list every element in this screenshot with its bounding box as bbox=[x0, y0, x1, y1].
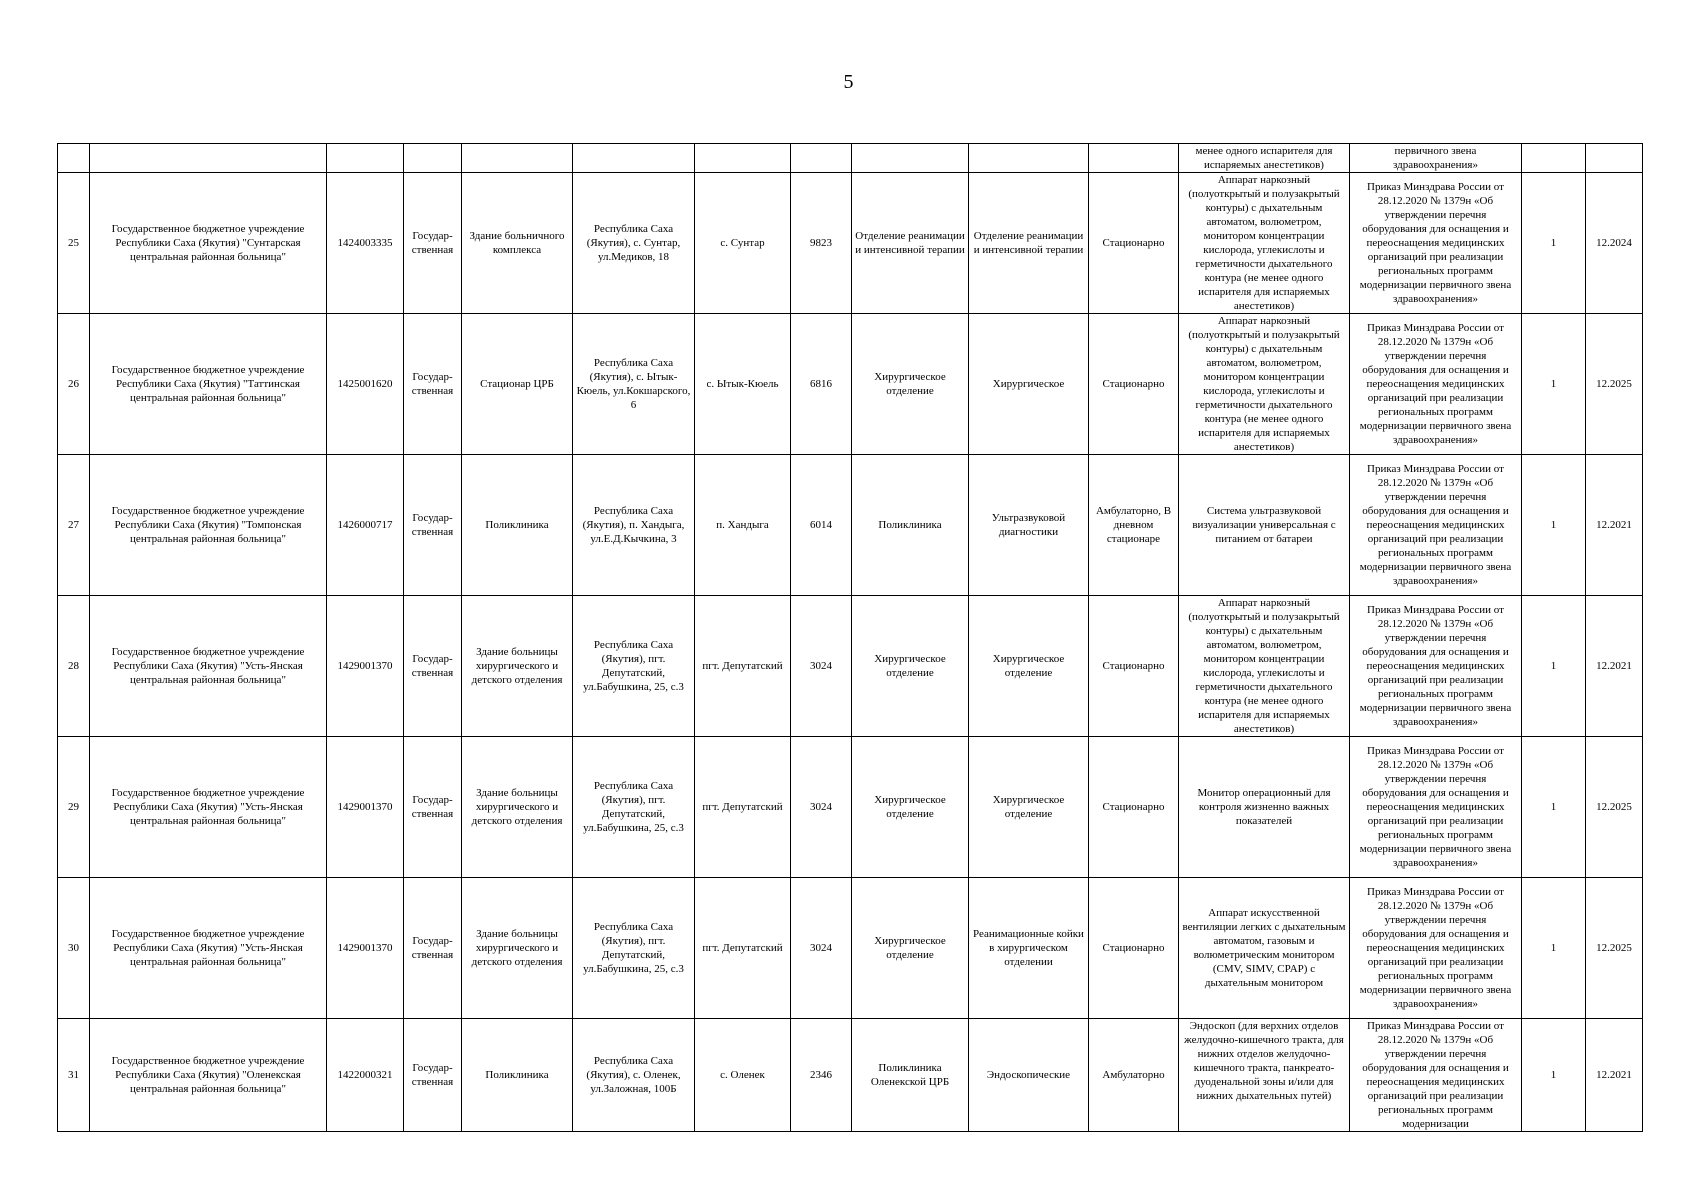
cell-num bbox=[58, 144, 90, 173]
cell-building: Здание больничного комплекса bbox=[462, 173, 573, 314]
cell-address: Республика Саха (Якутия), пгт. Депутатский, ул.Бабушкина, 25, с.3 bbox=[573, 737, 695, 878]
cell-address: Республика Саха (Якутия), с. Ытык-Кюель, ул.Кокшарского, 6 bbox=[573, 314, 695, 455]
cell-profile: Отделение реанимации и интенсивной терапии bbox=[969, 173, 1089, 314]
cell-basis: Приказ Минздрава России от 28.12.2020 № 1379н «Об утверждении перечня оборудования для оснащения и переоснащения медицинских организаций при реализации региональных программ модернизации первичного звена здравоохранения» bbox=[1350, 173, 1522, 314]
cell-inn: 1425001620 bbox=[327, 314, 404, 455]
cell-ownership bbox=[404, 144, 462, 173]
cell-date: 12.2021 bbox=[1586, 1019, 1643, 1132]
cell-care-form: Стационарно bbox=[1089, 596, 1179, 737]
cell-qty: 1 bbox=[1522, 173, 1586, 314]
cell-profile: Хирургическое отделение bbox=[969, 737, 1089, 878]
cell-address: Республика Саха (Якутия), пгт. Депутатский, ул.Бабушкина, 25, с.3 bbox=[573, 878, 695, 1019]
cell-equipment: Система ультразвуковой визуализации универсальная с питанием от батареи bbox=[1179, 455, 1350, 596]
cell-unit: Отделение реанимации и интенсивной терапии bbox=[852, 173, 969, 314]
cell-address: Республика Саха (Якутия), с. Оленек, ул.Заложная, 100Б bbox=[573, 1019, 695, 1132]
cell-building: Здание больницы хирургического и детского отделения bbox=[462, 878, 573, 1019]
cell-building: Поликлиника bbox=[462, 1019, 573, 1132]
cell-profile: Хирургическое отделение bbox=[969, 596, 1089, 737]
cell-org: Государственное бюджетное учреждение Республики Саха (Якутия) "Таттинская центральная районная больница" bbox=[90, 314, 327, 455]
cell-equipment: менее одного испарителя для испаряемых анестетиков) bbox=[1179, 144, 1350, 173]
cell-org: Государственное бюджетное учреждение Республики Саха (Якутия) "Усть-Янская центральная районная больница" bbox=[90, 737, 327, 878]
cell-inn bbox=[327, 144, 404, 173]
cell-basis: первичного звена здравоохранения» bbox=[1350, 144, 1522, 173]
cell-qty: 1 bbox=[1522, 455, 1586, 596]
cell-unit: Хирургическое отделение bbox=[852, 737, 969, 878]
cell-qty: 1 bbox=[1522, 596, 1586, 737]
cell-basis: Приказ Минздрава России от 28.12.2020 № 1379н «Об утверждении перечня оборудования для оснащения и переоснащения медицинских организаций при реализации региональных программ модернизации первичного звена здравоохранения» bbox=[1350, 314, 1522, 455]
cell-locality: с. Сунтар bbox=[695, 173, 791, 314]
cell-unit: Поликлиника Оленекской ЦРБ bbox=[852, 1019, 969, 1132]
table-row bbox=[58, 455, 1643, 596]
cell-qty: 1 bbox=[1522, 737, 1586, 878]
cell-num: 27 bbox=[58, 455, 90, 596]
cell-inn: 1429001370 bbox=[327, 596, 404, 737]
cell-basis: Приказ Минздрава России от 28.12.2020 № 1379н «Об утверждении перечня оборудования для оснащения и переоснащения медицинских организаций при реализации региональных программ модернизации первичного звена здравоохранения» bbox=[1350, 737, 1522, 878]
table-row bbox=[58, 314, 1643, 455]
cell-care-form: Стационарно bbox=[1089, 173, 1179, 314]
cell-num: 31 bbox=[58, 1019, 90, 1132]
cell-population bbox=[791, 144, 852, 173]
cell-ownership: Государ-ственная bbox=[404, 878, 462, 1019]
cell-population: 6816 bbox=[791, 314, 852, 455]
cell-org: Государственное бюджетное учреждение Республики Саха (Якутия) "Усть-Янская центральная районная больница" bbox=[90, 596, 327, 737]
cell-qty: 1 bbox=[1522, 1019, 1586, 1132]
cell-inn: 1422000321 bbox=[327, 1019, 404, 1132]
cell-care-form: Амбулаторно, В дневном стационаре bbox=[1089, 455, 1179, 596]
table-row bbox=[58, 173, 1643, 314]
cell-org: Государственное бюджетное учреждение Республики Саха (Якутия) "Усть-Янская центральная районная больница" bbox=[90, 878, 327, 1019]
cell-basis: Приказ Минздрава России от 28.12.2020 № 1379н «Об утверждении перечня оборудования для оснащения и переоснащения медицинских организаций при реализации региональных программ модернизации bbox=[1350, 1019, 1522, 1132]
cell-address: Республика Саха (Якутия), с. Сунтар, ул.Медиков, 18 bbox=[573, 173, 695, 314]
cell-locality: с. Оленек bbox=[695, 1019, 791, 1132]
cell-inn: 1429001370 bbox=[327, 737, 404, 878]
cell-address: Республика Саха (Якутия), пгт. Депутатский, ул.Бабушкина, 25, с.3 bbox=[573, 596, 695, 737]
cell-date: 12.2025 bbox=[1586, 737, 1643, 878]
cell-equipment: Эндоскоп (для верхних отделов желудочно-кишечного тракта, для нижних отделов желудочно-кишечного тракта, панкреато-дуоденальной зоны и/или для нижних дыхательных путей) bbox=[1179, 1019, 1350, 1132]
cell-basis: Приказ Минздрава России от 28.12.2020 № 1379н «Об утверждении перечня оборудования для оснащения и переоснащения медицинских организаций при реализации региональных программ модернизации первичного звена здравоохранения» bbox=[1350, 596, 1522, 737]
cell-qty: 1 bbox=[1522, 878, 1586, 1019]
equipment-table bbox=[57, 143, 1643, 1132]
cell-ownership: Государ-ственная bbox=[404, 737, 462, 878]
cell-date: 12.2021 bbox=[1586, 455, 1643, 596]
cell-population: 3024 bbox=[791, 596, 852, 737]
cell-unit: Хирургическое отделение bbox=[852, 878, 969, 1019]
cell-unit: Хирургическое отделение bbox=[852, 596, 969, 737]
table-row bbox=[58, 1019, 1643, 1132]
cell-inn: 1426000717 bbox=[327, 455, 404, 596]
cell-date: 12.2025 bbox=[1586, 878, 1643, 1019]
cell-locality: пгт. Депутатский bbox=[695, 596, 791, 737]
cell-equipment: Аппарат наркозный (полуоткрытый и полузакрытый контуры) с дыхательным автоматом, волюметром, монитором концентрации кислорода, углекислоты и герметичности дыхательного контура (не менее одного испарителя для испаряемых анестетиков) bbox=[1179, 314, 1350, 455]
table-body bbox=[58, 144, 1643, 1132]
cell-population: 9823 bbox=[791, 173, 852, 314]
cell-care-form: Амбулаторно bbox=[1089, 1019, 1179, 1132]
cell-profile: Ультразвуковой диагностики bbox=[969, 455, 1089, 596]
cell-num: 30 bbox=[58, 878, 90, 1019]
cell-num: 28 bbox=[58, 596, 90, 737]
cell-date: 12.2025 bbox=[1586, 314, 1643, 455]
page-number: 5 bbox=[843, 71, 854, 93]
cell-locality: с. Ытык-Кюель bbox=[695, 314, 791, 455]
cell-unit bbox=[852, 144, 969, 173]
cell-care-form: Стационарно bbox=[1089, 737, 1179, 878]
cell-building: Стационар ЦРБ bbox=[462, 314, 573, 455]
cell-population: 3024 bbox=[791, 878, 852, 1019]
cell-address: Республика Саха (Якутия), п. Хандыга, ул.Е.Д.Кычкина, 3 bbox=[573, 455, 695, 596]
cell-org bbox=[90, 144, 327, 173]
table-row bbox=[58, 737, 1643, 878]
cell-date bbox=[1586, 144, 1643, 173]
cell-qty: 1 bbox=[1522, 314, 1586, 455]
cell-basis: Приказ Минздрава России от 28.12.2020 № 1379н «Об утверждении перечня оборудования для оснащения и переоснащения медицинских организаций при реализации региональных программ модернизации первичного звена здравоохранения» bbox=[1350, 455, 1522, 596]
cell-address bbox=[573, 144, 695, 173]
cell-profile: Реанимационные койки в хирургическом отделении bbox=[969, 878, 1089, 1019]
cell-unit: Поликлиника bbox=[852, 455, 969, 596]
cell-building: Здание больницы хирургического и детского отделения bbox=[462, 596, 573, 737]
cell-profile: Эндоскопические bbox=[969, 1019, 1089, 1132]
cell-equipment: Монитор операционный для контроля жизненно важных показателей bbox=[1179, 737, 1350, 878]
cell-org: Государственное бюджетное учреждение Республики Саха (Якутия) "Сунтарская центральная районная больница" bbox=[90, 173, 327, 314]
cell-org: Государственное бюджетное учреждение Республики Саха (Якутия) "Томпонская центральная районная больница" bbox=[90, 455, 327, 596]
cell-num: 29 bbox=[58, 737, 90, 878]
cell-profile: Хирургическое bbox=[969, 314, 1089, 455]
cell-locality: п. Хандыга bbox=[695, 455, 791, 596]
cell-profile bbox=[969, 144, 1089, 173]
table-row-continued bbox=[58, 144, 1643, 173]
cell-ownership: Государ-ственная bbox=[404, 1019, 462, 1132]
cell-ownership: Государ-ственная bbox=[404, 173, 462, 314]
cell-population: 6014 bbox=[791, 455, 852, 596]
cell-building: Здание больницы хирургического и детского отделения bbox=[462, 737, 573, 878]
cell-inn: 1424003335 bbox=[327, 173, 404, 314]
cell-num: 26 bbox=[58, 314, 90, 455]
cell-locality: пгт. Депутатский bbox=[695, 878, 791, 1019]
table-row bbox=[58, 878, 1643, 1019]
table-row bbox=[58, 596, 1643, 737]
cell-empty bbox=[1522, 144, 1586, 173]
cell-care-form: Стационарно bbox=[1089, 878, 1179, 1019]
cell-ownership: Государ-ственная bbox=[404, 314, 462, 455]
cell-ownership: Государ-ственная bbox=[404, 596, 462, 737]
cell-population: 2346 bbox=[791, 1019, 852, 1132]
cell-date: 12.2024 bbox=[1586, 173, 1643, 314]
cell-unit: Хирургическое отделение bbox=[852, 314, 969, 455]
cell-care-form bbox=[1089, 144, 1179, 173]
cell-population: 3024 bbox=[791, 737, 852, 878]
cell-equipment: Аппарат наркозный (полуоткрытый и полузакрытый контуры) с дыхательным автоматом, волюметром, монитором концентрации кислорода, углекислоты и герметичности дыхательного контура (не менее одного испарителя для испаряемых анестетиков) bbox=[1179, 596, 1350, 737]
cell-equipment: Аппарат искусственной вентиляции легких с дыхательным автоматом, газовым и волюметрическим монитором (CMV, SIMV, CPAP) с дыхательным монитором bbox=[1179, 878, 1350, 1019]
cell-basis: Приказ Минздрава России от 28.12.2020 № 1379н «Об утверждении перечня оборудования для оснащения и переоснащения медицинских организаций при реализации региональных программ модернизации первичного звена здравоохранения» bbox=[1350, 878, 1522, 1019]
cell-locality: пгт. Депутатский bbox=[695, 737, 791, 878]
cell-care-form: Стационарно bbox=[1089, 314, 1179, 455]
cell-date: 12.2021 bbox=[1586, 596, 1643, 737]
cell-ownership: Государ-ственная bbox=[404, 455, 462, 596]
cell-building bbox=[462, 144, 573, 173]
cell-num: 25 bbox=[58, 173, 90, 314]
cell-equipment: Аппарат наркозный (полуоткрытый и полузакрытый контуры) с дыхательным автоматом, волюметром, монитором концентрации кислорода, углекислоты и герметичности дыхательного контура (не менее одного испарителя для испаряемых анестетиков) bbox=[1179, 173, 1350, 314]
cell-inn: 1429001370 bbox=[327, 878, 404, 1019]
cell-locality bbox=[695, 144, 791, 173]
cell-building: Поликлиника bbox=[462, 455, 573, 596]
cell-org: Государственное бюджетное учреждение Республики Саха (Якутия) "Оленекская центральная районная больница" bbox=[90, 1019, 327, 1132]
